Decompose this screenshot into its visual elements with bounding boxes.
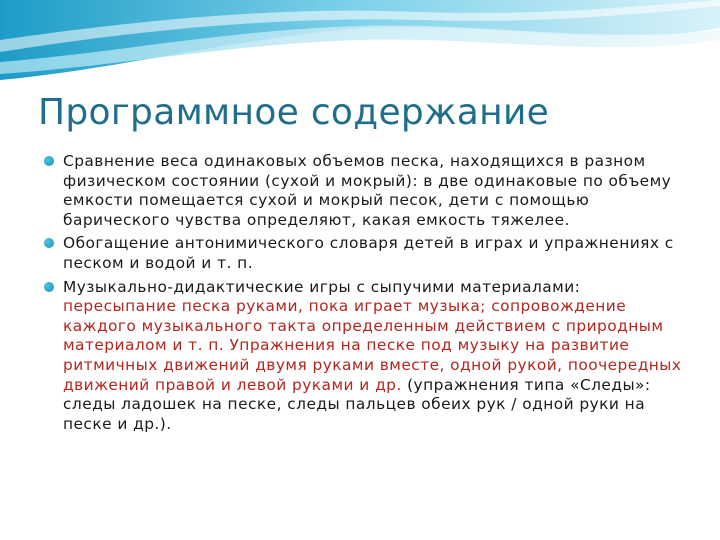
list-item [44, 152, 684, 230]
list-item [44, 278, 684, 435]
list-item-highlight: пересыпание песка руками, пока играет музыка; сопровождение каждого музыкального такта определенным действием с природным материалом и т. п. Упражнения на песке под музыку на развитие ритмичных движений двумя руками вместе, одной рукой, поочередных движений правой и левой руками и др. [63, 297, 682, 394]
header-wave-decoration [0, 0, 720, 90]
slide-title: Программное содержание [38, 92, 550, 133]
list-item-text: Сравнение веса одинаковых объемов песка, находящихся в разном физическом состоянии (сухой и мокрый): в две одинаковые по объему емкости помещается сухой и мокрый песок, дети с помощью барического чувства определяют, какая емкость тяжелее. [63, 152, 672, 229]
bullet-list [44, 152, 684, 438]
round-bullet-icon [44, 282, 54, 292]
round-bullet-icon [44, 238, 54, 248]
list-item-text: Обогащение антонимического словаря детей в играх и упражнениях с песком и водой и т. п. [63, 234, 674, 272]
list-item-text-before: Музыкально-дидактические игры с сыпучими материалами: [63, 277, 581, 296]
round-bullet-icon [44, 156, 54, 166]
list-item-text-after: (упражнения типа «Следы»: следы ладошек на песке, следы пальцев обеих рук / одной руки на песке и др.). [63, 375, 651, 433]
list-item [44, 234, 684, 273]
